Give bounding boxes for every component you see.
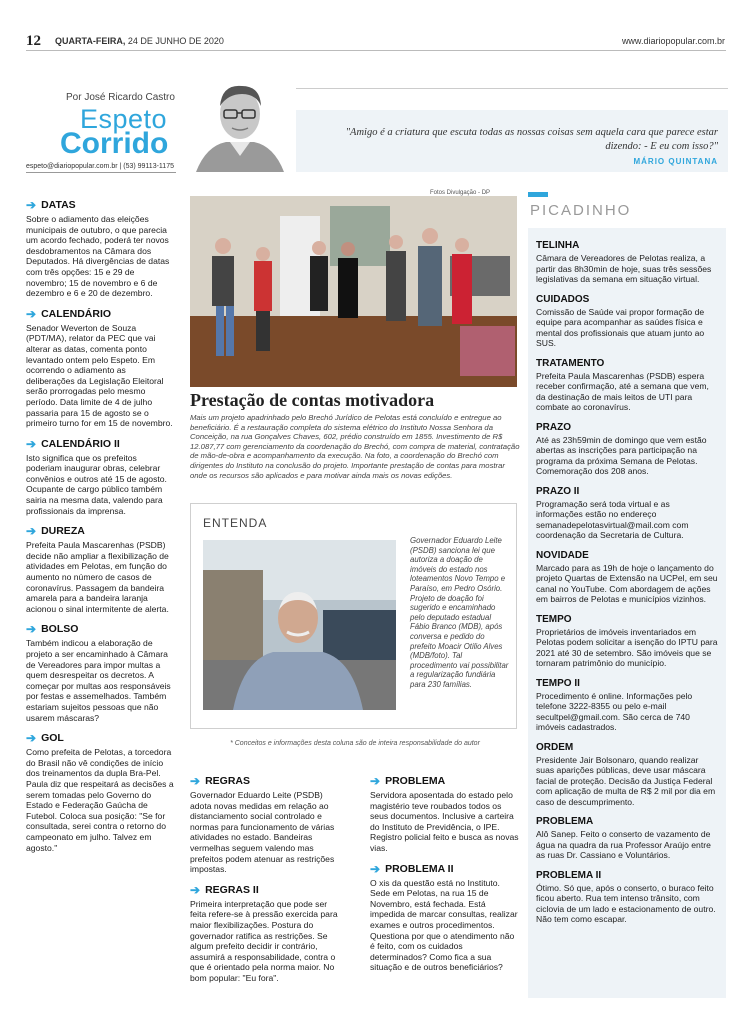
column-note — [536, 358, 718, 413]
note-heading — [536, 294, 718, 305]
column-note — [536, 486, 718, 541]
contact-info: espeto@diariopopular.com.br | (53) 99113-1175 — [26, 163, 174, 170]
column-footnote: * Conceitos e informações desta coluna são de inteira responsabilidade do autor — [230, 740, 480, 747]
column-note — [536, 614, 718, 669]
photo-credit: Fotos Divulgação - DP — [430, 190, 491, 196]
column-note — [190, 774, 340, 875]
note-heading — [536, 614, 718, 625]
note-heading — [370, 774, 520, 788]
note-text: Comissão de Saúde vai propor formação de equipe para acompanhar as saúdes física e mental dos profissionais que atuam junto ao SUS. — [536, 306, 705, 348]
note-text: Governador Eduardo Leite (PSDB) adota novas medidas em relação ao distanciamento social controlado e normas para funcionamento de várias atividades no estado. Bandeiras vermelhas seguem valendo mas prefeitos podem atenuar as restrições impostas. — [190, 790, 335, 875]
masthead-rule — [26, 172, 176, 173]
main-story-photo — [190, 196, 517, 387]
note-heading-text: PROBLEMA — [385, 775, 446, 787]
column-note — [536, 870, 718, 925]
column-title-line1: Espeto — [80, 104, 168, 134]
column-note — [536, 240, 718, 285]
note-heading — [26, 731, 174, 745]
entenda-caption: Governador Eduardo Leite (PSDB) sanciona lei que autoriza a doação de imóveis do estado nos loteamentos Novo Tempo e Paraíso, em Pedro Osório. Projeto de doação foi sugerido e encaminhado pelo deputado estadual Fábio Branco (MDB), após conversa e pedido do prefeito Moacir Otilio Alves (MDB/foto). Tal procedimento vai possibilitar a regularização fundiária para 230 famílias. — [410, 536, 509, 689]
note-text: Alô Sanep. Feito o conserto de vazamento de água na quadra da rua Professor Araújo entre as ruas Dr. Cassiano e Voluntários. — [536, 829, 711, 860]
note-text: Senador Weverton de Souza (PDT/MA), relator da PEC que vai alterar as datas, comenta ponto levantado ontem pelo Espeto. Em ocorrendo o adiamento as deliberações da Legislação Eleitoral serão prorrogadas pelo mesmo período. Data limite de 4 de julho passaria para 15 de agosto se o primeiro turno for em 15 de novembro. — [26, 322, 173, 429]
column-note — [536, 742, 718, 808]
arrow-icon: ➔ — [190, 774, 201, 788]
quote-author: MÁRIO QUINTANA — [633, 157, 718, 166]
site-url[interactable]: www.diariopopular.com.br — [621, 36, 725, 46]
arrow-icon: ➔ — [26, 436, 37, 451]
note-heading — [536, 816, 718, 827]
column-title-line2: Corrido — [60, 127, 169, 160]
weekday: QUARTA-FEIRA, — [55, 36, 126, 46]
note-heading — [26, 307, 174, 321]
note-heading — [536, 486, 718, 497]
quote-text: "Amigo é a criatura que escuta todas as nossas coisas sem aquela cara que parece estar dizendo: - E eu com isso?" — [345, 127, 718, 152]
note-heading — [536, 742, 718, 753]
note-heading — [26, 524, 174, 538]
note-text: Isto significa que os prefeitos poderiam inaugurar obras, celebrar convênios e outros até 15 de agosto. Ocupante de cargo público também sairia na mesma data, valendo para profissionais da imprensa. — [26, 452, 167, 516]
picadinho-title: PICADINHO — [530, 202, 632, 219]
note-heading-text: ORDEM — [536, 741, 574, 753]
note-text: Marcado para as 19h de hoje o lançamento do projeto Quartas de Extensão na UCPel, em seu canal no YouTube. Com abordagem de ações em bairros de Pelotas e municípios vizinhos. — [536, 562, 718, 604]
note-heading-text: CALENDÁRIO II — [41, 437, 120, 450]
note-text: Também indicou a elaboração de projeto a ser encaminhado à Câmara de Vereadores para impor multas a quem desrespeitar os decretos. A começar por multas aos responsáveis por festas e assemelhados. Também estariam sujeitos pessoas que não usarem máscaras? — [26, 638, 171, 723]
arrow-icon: ➔ — [26, 524, 37, 539]
column-note — [26, 622, 174, 723]
arrow-icon: ➔ — [370, 861, 381, 876]
note-heading — [190, 883, 340, 897]
note-text: Procedimento é online. Informações pelo telefone 3222-8355 ou pelo e-mail secultpel@gmail.com. São cerca de 740 imóveis cadastrados. — [536, 690, 693, 732]
note-heading-text: NOVIDADE — [536, 549, 589, 561]
note-heading-text: CALENDÁRIO — [41, 307, 112, 320]
note-heading — [26, 437, 174, 451]
arrow-icon: ➔ — [26, 731, 37, 746]
note-text: Presidente Jair Bolsonaro, quando realizar suas aparições públicas, deve usar máscara facial de proteção. Decisão da Justiça Federal com aplicação de multa de R$ 2 mil por dia em caso de descumprimento. — [536, 754, 716, 807]
note-text: Sobre o adiamento das eleições municipais de outubro, o que parecia um acordo fechado, poderá ter novos desdobramentos na Câmara dos Deputados. Há divergências de datas com três opções: 15 e 29 de novembro; 15 de novembro e 6 de dezembro e 6 e 20 de dezembro. — [26, 214, 170, 299]
note-heading — [536, 870, 718, 881]
note-heading-text: CUIDADOS — [536, 293, 590, 305]
column-note — [370, 774, 520, 854]
date-text: 24 DE JUNHO DE 2020 — [127, 36, 224, 46]
byline: Por José Ricardo Castro — [66, 92, 175, 103]
arrow-icon: ➔ — [26, 198, 37, 212]
note-text: Prefeita Paula Mascarenhas (PSDB) espera receber confirmação, até a semana que vem, da destinação de mais leitos de UTI para combate ao coronavírus. — [536, 370, 709, 412]
arrow-icon: ➔ — [26, 306, 37, 321]
note-heading-text: PROBLEMA — [536, 816, 594, 827]
note-heading-text: PRAZO — [536, 421, 571, 433]
note-text: Servidora aposentada do estado pelo magistério teve roubados todos os seus documentos. Inclusive a carteira do Instituto de Previdência, o IPE. Registro policial feito e busca as novas vias. — [370, 790, 519, 853]
arrow-icon: ➔ — [26, 622, 37, 637]
note-text: O xis da questão está no Instituto. Sede em Pelotas, na rua 15 de Novembro, está fechada. Está impedida de marcar consultas, realizar exames e outros procedimentos. Questiona por que o atendimento não é feito, com os cuidados determinados? Como fica a sua situação e de outros beneficiários? — [370, 877, 518, 973]
quote-top-rule — [296, 88, 728, 89]
column-note — [26, 524, 174, 614]
top-rule — [26, 50, 726, 51]
entenda-label: ENTENDA — [203, 516, 268, 530]
quote-box — [296, 110, 728, 172]
center-column-1 — [190, 774, 340, 992]
note-heading — [536, 422, 718, 433]
column-note — [536, 422, 718, 477]
picadinho-accent-bar — [528, 192, 548, 197]
note-heading — [26, 622, 174, 636]
note-heading — [536, 678, 718, 689]
arrow-icon: ➔ — [370, 774, 381, 788]
note-text: Até as 23h59min de domingo que vem estão abertas as inscrições para participação na programa da próxima Semana de Pelotas. Comemoração dos 208 anos. — [536, 434, 707, 476]
column-note — [26, 307, 174, 429]
main-story-title: Prestação de contas motivadora — [190, 390, 435, 410]
left-column — [26, 198, 174, 861]
entenda-box — [190, 503, 517, 729]
center-column-2 — [370, 774, 520, 981]
column-note — [26, 437, 174, 517]
note-heading-text: DATAS — [41, 199, 76, 211]
note-heading — [190, 774, 340, 788]
note-heading-text: PROBLEMA II — [536, 869, 602, 881]
column-note — [26, 198, 174, 299]
column-note — [370, 862, 520, 973]
note-text: Como prefeita de Pelotas, a torcedora do Brasil não vê condições de início dos treinamentos da dupla Bra-Pel. Paula diz que respeitará as decisões a serem tomadas pelo Governo do Estado e Federação Gaúcha de Futebol. Coloca sua posição: "Se for consultada, serei contra o retorno do campeonato em julho. Talvez em agosto." — [26, 747, 174, 853]
note-heading-text: DUREZA — [41, 525, 85, 538]
column-note — [536, 294, 718, 349]
entenda-photo — [203, 540, 396, 710]
note-heading — [536, 550, 718, 561]
author-portrait — [186, 76, 294, 172]
note-text: Programação será toda virtual e as informações estão no endereço semanadepelotasvirtual@mail.com com coordenação da Secretaria de Cultura. — [536, 498, 689, 540]
main-story-caption: Mais um projeto apadrinhado pelo Brechó Jurídico de Pelotas está concluído e entregue ao beneficiário. É a restauração completa do sistema elétrico do Instituto Nossa Senhora da Conceição, na rua Gonçalves Chaves, 602, prédio construído em 1855. Investimento de R$ 12.087,77 com gerenciamento da coordenação do Brechó, com compra de material, contratação de mão-de-obra e acompanhamento da execução. Na foto, a coordenação do Brechó com dirigentes do Instituto na conclusão do projeto. Importante prestação de contas para mostrar onde os recursos são aplicados e para motivar ainda mais os novas edições. — [190, 413, 520, 480]
column-note — [190, 883, 340, 984]
note-heading — [26, 198, 174, 212]
column-note — [536, 678, 718, 733]
note-heading-text: TEMPO II — [536, 677, 580, 689]
note-heading — [536, 358, 718, 369]
page-number: 12 — [26, 33, 41, 49]
arrow-icon: ➔ — [190, 882, 201, 897]
note-text: Câmara de Vereadores de Pelotas realiza, a partir das 8h30min de hoje, suas três sessões legislativas da semana em situação virtual. — [536, 253, 712, 284]
note-text: Primeira interpretação que pode ser feita refere-se à pressão exercida para maior flexibilizações. Postura do governador ratifica as restrições. Se algum prefeito decidir ir contrário, assumirá a responsabilidade, contra o que é orientado pela norma maior. No bom popular: "Eu fora". — [190, 898, 338, 983]
note-heading-text: TRATAMENTO — [536, 357, 605, 369]
note-text: Prefeita Paula Mascarenhas (PSDB) decide não ampliar a flexibilização de atividades em Pelotas, em função do aumento no número de casos de coronavírus. Passagem da bandeira amarela para a bandeira laranja acionou o sinal intermitente de alerta. — [26, 540, 169, 614]
picadinho-panel — [528, 228, 726, 998]
note-text: Ótimo. Só que, após o conserto, o buraco feito ficou aberto. Rua tem intenso trânsito, com ciclovia de um lado e estacionamento de outro. Não tem como escapar. — [536, 882, 716, 924]
column-note — [536, 550, 718, 605]
issue-date — [55, 36, 224, 46]
note-heading-text: GOL — [41, 732, 64, 745]
note-heading-text: PROBLEMA II — [385, 862, 454, 875]
column-note — [536, 816, 718, 861]
note-heading-text: BOLSO — [41, 623, 79, 636]
column-note — [26, 731, 174, 853]
note-heading — [370, 862, 520, 876]
note-heading — [536, 240, 718, 251]
note-heading-text: PRAZO II — [536, 485, 580, 497]
note-heading-text: TELINHA — [536, 240, 580, 251]
note-heading-text: TEMPO — [536, 613, 572, 625]
note-heading-text: REGRAS II — [205, 883, 259, 896]
note-heading-text: REGRAS — [205, 775, 250, 787]
note-text: Proprietários de imóveis inventariados em Pelotas podem solicitar a isenção do IPTU para 2021 até 30 de setembro. São imóveis que se tornaram patrimônio do município. — [536, 626, 718, 668]
